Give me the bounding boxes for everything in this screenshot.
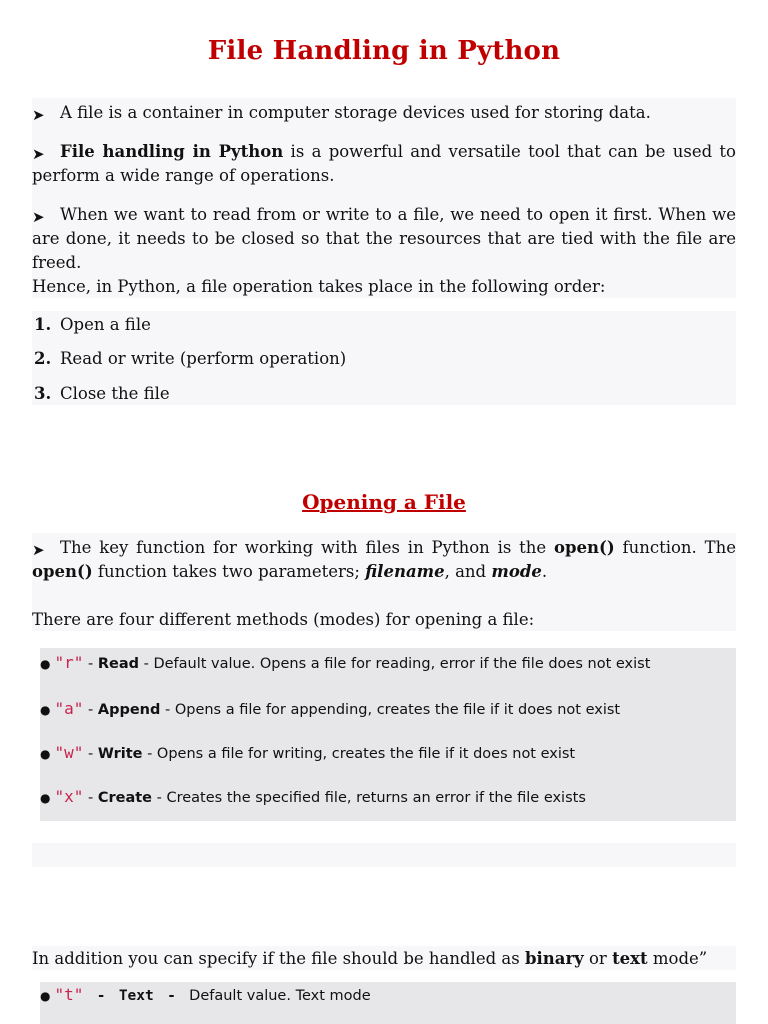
mode-item: ● "x" - Create - Creates the specified file, returns an error if the file exists bbox=[40, 787, 586, 806]
step-item bbox=[34, 313, 151, 337]
bullet-item bbox=[32, 203, 736, 275]
binary-term: binary bbox=[524, 949, 584, 968]
step-number: 1. bbox=[34, 315, 52, 334]
mode-desc: - Creates the specified file, returns an error if the file exists bbox=[152, 790, 586, 806]
mode-item: ● "w" - Write - Opens a file for writing, creates the file if it does not exist bbox=[40, 743, 576, 762]
filename-term: filename bbox=[365, 562, 445, 581]
step-text: Read or write (perform operation) bbox=[60, 349, 347, 368]
text-run: , and bbox=[444, 562, 492, 581]
mode-term: mode bbox=[491, 562, 542, 581]
mode-item: ● "a" - Append - Opens a file for appending, creates the file if it does not exist bbox=[40, 699, 621, 718]
arrow-bullet-icon: ➤ bbox=[32, 208, 45, 226]
bullet-item bbox=[32, 536, 736, 584]
text-run: mode” bbox=[647, 949, 708, 968]
bullet-text: When we want to read from or write to a file, we need to open it first. When we are done, it needs to be closed so that the resources that are tied with the file are freed. bbox=[32, 205, 736, 272]
bullet-dot-icon: ● bbox=[40, 791, 51, 805]
empty-panel bbox=[32, 843, 736, 867]
bold-term: File handling in Python bbox=[60, 142, 284, 161]
bullet-text bbox=[32, 140, 736, 188]
bullet-text bbox=[32, 536, 736, 584]
open-function-term: open() bbox=[32, 562, 93, 581]
modes-lead: There are four different methods (modes) for opening a file: bbox=[32, 610, 535, 629]
mode-code: "w" bbox=[54, 743, 84, 762]
order-lead: Hence, in Python, a file operation takes place in the following order: bbox=[32, 277, 606, 296]
text-run: function takes two parameters; bbox=[92, 562, 366, 581]
text-run: or bbox=[583, 949, 613, 968]
mode-name: Write bbox=[97, 746, 143, 762]
step-number: 3. bbox=[34, 384, 52, 403]
arrow-bullet-icon: ➤ bbox=[32, 145, 45, 163]
step-item bbox=[34, 347, 346, 371]
open-function-term: open() bbox=[554, 538, 615, 557]
step-text: Open a file bbox=[60, 315, 151, 334]
text-mode-item: ● "t" - Text - Default value. Text mode bbox=[40, 985, 371, 1004]
bullet-text-rest: is a powerful and versatile tool that can be used to perform a wide range of operations. bbox=[32, 142, 736, 185]
mode-name: Text bbox=[118, 988, 154, 1004]
step-text: Close the file bbox=[60, 384, 170, 403]
mode-desc: - Opens a file for appending, creates the file if it does not exist bbox=[160, 702, 621, 718]
mode-code: "t" bbox=[54, 985, 84, 1004]
bullet-item bbox=[32, 140, 736, 188]
page-title: File Handling in Python bbox=[207, 36, 561, 66]
arrow-bullet-icon: ➤ bbox=[32, 106, 45, 124]
text-run: The key function for working with files in Python is the bbox=[60, 538, 554, 557]
bullet-dot-icon: ● bbox=[40, 989, 51, 1003]
bullet-text: A file is a container in computer storage devices used for storing data. bbox=[60, 103, 651, 122]
section-heading: Opening a File bbox=[302, 490, 466, 514]
bullet-dot-icon: ● bbox=[40, 703, 51, 717]
mode-item: ● "r" - Read - Default value. Opens a file for reading, error if the file does not exist bbox=[40, 653, 651, 672]
text-run: function. The bbox=[614, 538, 737, 557]
mode-desc: Default value. Text mode bbox=[189, 988, 371, 1004]
step-number: 2. bbox=[34, 349, 52, 368]
mode-code: "x" bbox=[54, 787, 84, 806]
text-run: In addition you can specify if the file should be handled as bbox=[32, 949, 525, 968]
mode-desc: - Opens a file for writing, creates the file if it does not exist bbox=[142, 746, 576, 762]
mode-name: Read bbox=[97, 656, 140, 672]
bullet-dot-icon: ● bbox=[40, 747, 51, 761]
step-item bbox=[34, 382, 170, 406]
text-term: text bbox=[612, 949, 648, 968]
bullet-item bbox=[32, 101, 736, 125]
text-run: . bbox=[541, 562, 548, 581]
mode-code: "r" bbox=[54, 653, 84, 672]
arrow-bullet-icon: ➤ bbox=[32, 541, 45, 559]
mode-name: Create bbox=[97, 790, 153, 806]
bullet-dot-icon: ● bbox=[40, 657, 51, 671]
addition-text bbox=[32, 947, 707, 971]
mode-desc: - Default value. Opens a file for reading, error if the file does not exist bbox=[139, 656, 651, 672]
mode-name: Append bbox=[97, 702, 161, 718]
mode-code: "a" bbox=[54, 699, 84, 718]
